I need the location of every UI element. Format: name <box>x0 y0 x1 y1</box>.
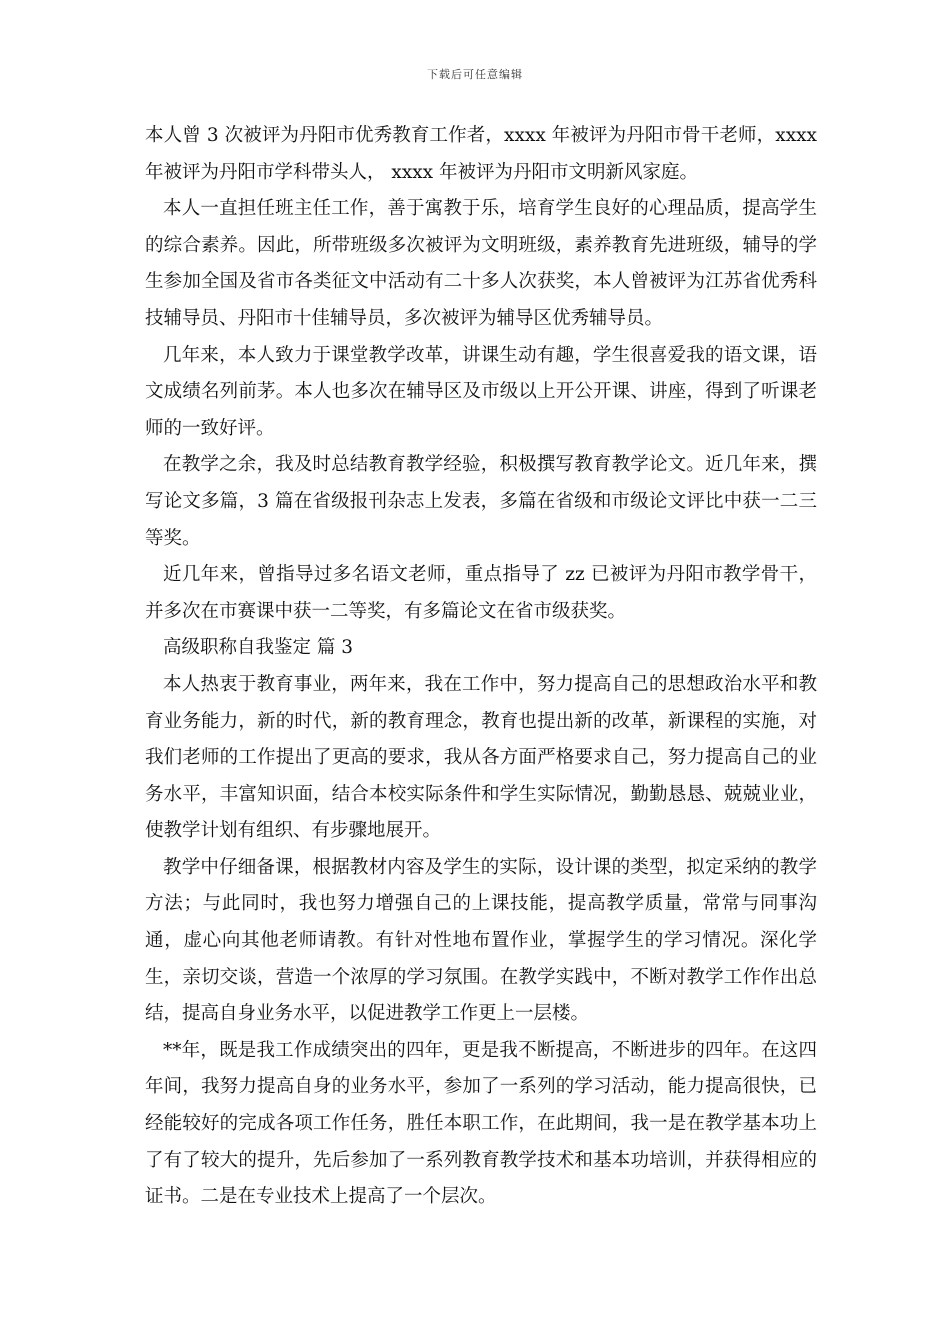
paragraph-mentoring: 近几年来，曾指导过多名语文老师，重点指导了 zz 已被评为丹阳市教学骨干，并多次在市赛课中获一二等奖，有多篇论文在省市级获奖。 <box>145 564 817 622</box>
paragraph-class-teacher: 本人一直担任班主任工作，善于寓教于乐，培育学生良好的心理品质，提高学生的综合素养。因此，所带班级多次被评为文明班级，素养教育先进班级，辅导的学生参加全国及省市各类征文中活动有二十多人次获奖，本人曾被评为江苏省优秀科技辅导员、丹阳市十佳辅导员，多次被评为辅导区优秀辅导员。 <box>145 198 817 329</box>
paragraph-honors: 本人曾 3 次被评为丹阳市优秀教育工作者，xxxx 年被评为丹阳市骨干老师，xxxx 年被评为丹阳市学科带头人， xxxx 年被评为丹阳市文明新风家庭。 <box>145 125 817 183</box>
paragraph-dedication: 本人热衷于教育事业，两年来，我在工作中，努力提高自己的思想政治水平和教育业务能力，新的时代，新的教育理念，教育也提出新的改革，新课程的实施，对我们老师的工作提出了更高的要求，我从各方面严格要求自己，努力提高自己的业务水平，丰富知识面，结合本校实际条件和学生实际情况，勤勤恳恳、兢兢业业，使教学计划有组织、有步骤地展开。 <box>145 673 817 842</box>
paragraph-teaching-reform: 几年来，本人致力于课堂教学改革，讲课生动有趣，学生很喜爱我的语文课，语文成绩名列前茅。本人也多次在辅导区及市级以上开公开课、讲座，得到了听课老师的一致好评。 <box>145 344 817 439</box>
document-body <box>145 118 817 1216</box>
section-title: 高级职称自我鉴定 篇 3 <box>163 637 354 659</box>
paragraph-lesson-prep: 教学中仔细备课，根据教材内容及学生的实际，设计课的类型，拟定采纳的教学方法；与此同时，我也努力增强自己的上课技能，提高教学质量，常常与同事沟通，虚心向其他老师请教。有针对性地布置作业，掌握学生的学习情况。深化学生，亲切交谈，营造一个浓厚的学习氛围。在教学实践中，不断对教学工作作出总结，提高自身业务水平，以促进教学工作更上一层楼。 <box>145 856 817 1025</box>
paragraph-four-years: **年，既是我工作成绩突出的四年，更是我不断提高，不断进步的四年。在这四年间，我努力提高自身的业务水平，参加了一系列的学习活动，能力提高很快，已经能较好的完成各项工作任务，胜任本职工作，在此期间，我一是在教学基本功上了有了较大的提升，先后参加了一系列教育教学技术和基本功培训，并获得相应的证书。二是在专业技术上提高了一个层次。 <box>145 1039 817 1208</box>
header-note: 下载后可任意编辑 <box>427 68 523 81</box>
paragraph-papers: 在教学之余，我及时总结教育教学经验，积极撰写教育教学论文。近几年来，撰写论文多篇，3 篇在省级报刊杂志上发表，多篇在省级和市级论文评比中获一二三等奖。 <box>145 454 817 549</box>
